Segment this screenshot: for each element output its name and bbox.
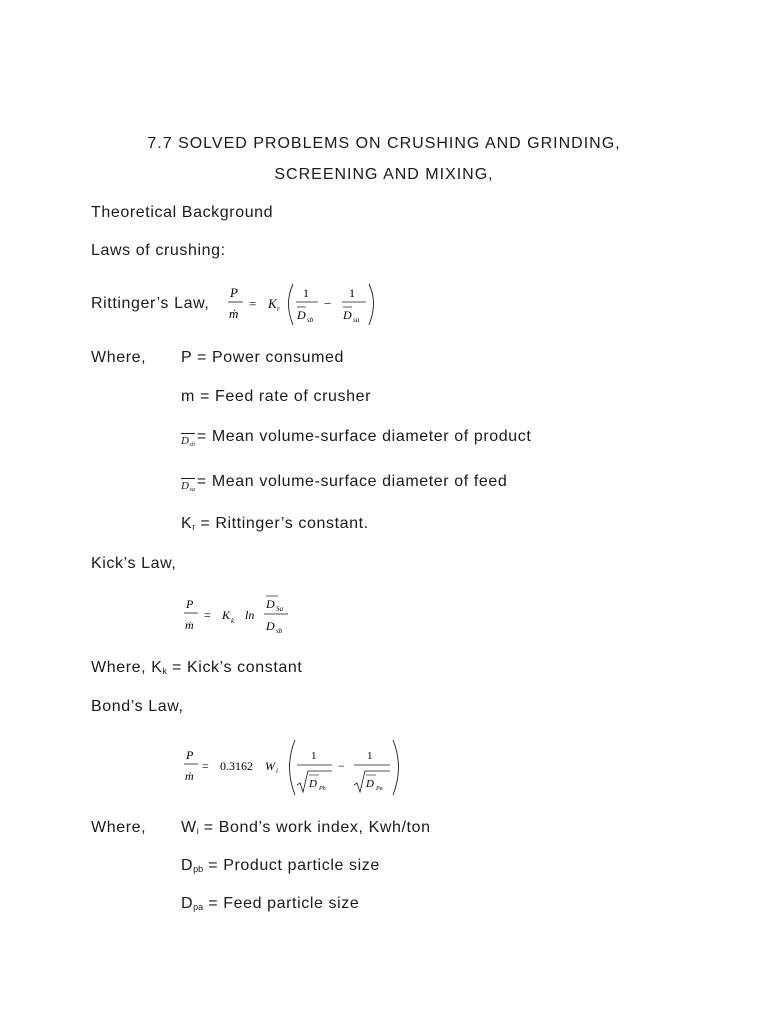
def-feed-size: $D_{pa}$ = Feed particle size	[181, 895, 360, 912]
kick-where: Where, $K_k$ = Kick’s constant	[91, 659, 303, 676]
eq-ln: ln	[245, 608, 255, 622]
eq-lhs-num: P	[230, 285, 238, 300]
eq-den-b: D	[343, 308, 352, 322]
eq-lhs-den: ṁ	[185, 618, 194, 632]
eq-den-b: D	[366, 778, 374, 790]
def-dsa-text: = Mean volume-surface diameter of feed	[196, 473, 508, 490]
def-dsa-row	[181, 472, 507, 496]
eq-minus: −	[324, 296, 332, 311]
def-product-size: $D_{pb}$ = Product particle size	[181, 857, 380, 874]
eq-equals: =	[202, 759, 209, 773]
rittinger-law-label: Rittinger’s Law,	[91, 295, 210, 312]
rittinger-equation	[226, 281, 386, 336]
eq-den: D	[266, 619, 275, 633]
bond-law-label: Bond’s Law,	[91, 698, 184, 715]
eq-num-sub: Sa	[276, 605, 283, 613]
eq-coef: W	[265, 759, 275, 773]
dsb-symbol: $D_{sb}$	[181, 433, 195, 451]
heading-line-2: SCREENING AND MIXING,	[274, 166, 494, 183]
def-rittinger-constant: $K_r$ = Rittinger’s constant.	[181, 515, 369, 532]
rittinger-where: Where,	[91, 349, 147, 366]
eq-coef-sub: k	[231, 617, 235, 625]
eq-coef-sub: i	[276, 767, 278, 775]
eq-constant: 0.3162	[220, 759, 253, 773]
kick-law-label: Kick’s Law,	[91, 555, 177, 572]
def-dsb-text: = Mean volume-surface diameter of product	[196, 428, 532, 445]
bond-equation	[182, 737, 412, 804]
heading-line-1: 7.7 SOLVED PROBLEMS ON CRUSHING AND GRINDING,	[147, 135, 621, 152]
section-title: Theoretical Background	[91, 204, 274, 221]
eq-den-a: D	[309, 778, 317, 790]
def-work-index: $W_i$ = Bond’s work index, Kwh/ton	[181, 819, 431, 836]
eq-coef-sub: r	[277, 305, 280, 313]
bond-equation-svg	[182, 737, 412, 799]
eq-den-a: D	[297, 308, 306, 322]
def-power: P = Power consumed	[181, 349, 345, 366]
eq-one-a: 1	[303, 286, 309, 300]
bond-where: Where,	[91, 819, 147, 836]
eq-coef: K	[268, 296, 277, 311]
eq-one-b: 1	[349, 286, 355, 300]
eq-equals: =	[204, 608, 211, 622]
right-paren	[369, 284, 374, 325]
def-dsb-row	[181, 427, 531, 451]
def-feed-rate: m = Feed rate of crusher	[181, 388, 372, 405]
eq-den-b-sub: Pa	[376, 786, 383, 792]
eq-den-a-sub: Pb	[319, 786, 326, 792]
eq-den-b-sub: sa	[353, 316, 360, 324]
left-paren	[290, 740, 296, 795]
eq-den-sub: sb	[276, 627, 283, 635]
eq-one-b: 1	[367, 750, 373, 762]
eq-lhs-den: ṁ	[229, 306, 239, 321]
kick-equation-svg	[182, 592, 302, 640]
eq-lhs-num: P	[186, 748, 194, 762]
eq-den-a-sub: sb	[307, 316, 314, 324]
left-paren	[289, 284, 294, 325]
eq-equals: =	[249, 296, 257, 311]
eq-lhs-num: P	[186, 597, 194, 611]
eq-minus: −	[338, 759, 345, 773]
dsa-symbol: $D_{sa}$	[181, 478, 195, 496]
eq-one-a: 1	[311, 750, 317, 762]
eq-num: D	[266, 597, 275, 611]
rittinger-equation-svg	[226, 281, 386, 331]
eq-lhs-den: ṁ	[185, 769, 194, 783]
right-paren	[393, 740, 399, 795]
eq-coef: K	[222, 608, 231, 622]
kick-equation	[182, 592, 302, 645]
laws-intro: Laws of crushing:	[91, 242, 226, 259]
